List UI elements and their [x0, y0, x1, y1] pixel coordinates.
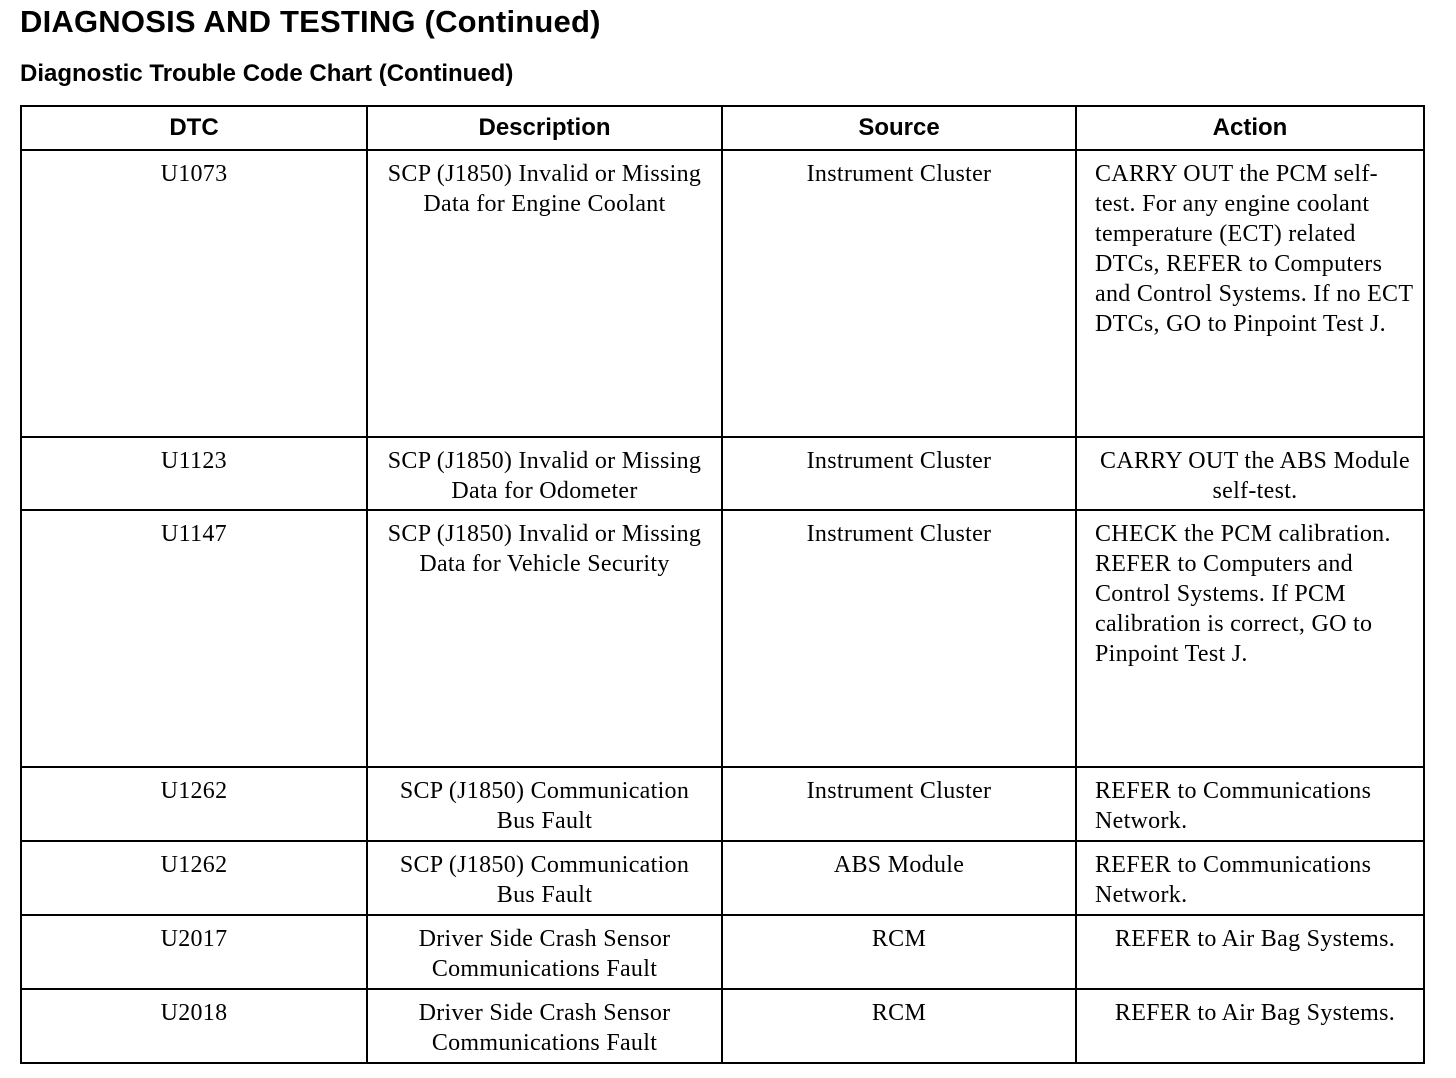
- action-text: CARRY OUT the PCM self-test. For any engine coolant temperature (ECT) related DTCs, REFER to Computers and Control Systems. If no ECT DTCs, GO to Pinpoint Test J.: [1095, 161, 1413, 337]
- action-text: CHECK the PCM calibration. REFER to Computers and Control Systems. If PCM calibration is correct, GO to Pinpoint Test J.: [1095, 521, 1391, 667]
- description-cell: SCP (J1850) Communication Bus Fault: [367, 767, 722, 841]
- action-text: CARRY OUT the ABS Module self-test.: [1100, 448, 1410, 504]
- action-text: REFER to Communications Network.: [1095, 778, 1372, 834]
- action-text: REFER to Air Bag Systems.: [1114, 926, 1396, 952]
- dtc-cell: U2018: [21, 989, 367, 1063]
- table-row: [21, 437, 1424, 510]
- table-row: [21, 989, 1424, 1063]
- table-row: [21, 915, 1424, 989]
- page-title: DIAGNOSIS AND TESTING (Continued): [20, 4, 601, 39]
- column-header-dtc: DTC: [21, 106, 367, 150]
- table-row: [21, 767, 1424, 841]
- description-cell: SCP (J1850) Invalid or Missing Data for Engine Coolant: [367, 150, 722, 437]
- action-cell: [1076, 841, 1424, 915]
- action-cell: [1076, 767, 1424, 841]
- column-header-action: Action: [1076, 106, 1424, 150]
- dtc-chart-table: [20, 105, 1425, 1064]
- table-row: [21, 150, 1424, 437]
- column-header-description: Description: [367, 106, 722, 150]
- dtc-cell: U2017: [21, 915, 367, 989]
- source-cell: Instrument Cluster: [722, 437, 1076, 510]
- source-cell: Instrument Cluster: [722, 510, 1076, 767]
- action-cell: [1076, 437, 1424, 510]
- action-cell: [1076, 150, 1424, 437]
- table-row: [21, 510, 1424, 767]
- description-cell: SCP (J1850) Communication Bus Fault: [367, 841, 722, 915]
- action-cell: [1076, 989, 1424, 1063]
- dtc-cell: U1073: [21, 150, 367, 437]
- dtc-cell: U1262: [21, 767, 367, 841]
- source-cell: RCM: [722, 989, 1076, 1063]
- dtc-cell: U1262: [21, 841, 367, 915]
- section-title: Diagnostic Trouble Code Chart (Continued): [20, 60, 514, 87]
- action-cell: [1076, 510, 1424, 767]
- source-cell: ABS Module: [722, 841, 1076, 915]
- table-header-row: [21, 106, 1424, 150]
- source-cell: RCM: [722, 915, 1076, 989]
- action-cell: [1076, 915, 1424, 989]
- source-cell: Instrument Cluster: [722, 767, 1076, 841]
- column-header-source: Source: [722, 106, 1076, 150]
- source-cell: Instrument Cluster: [722, 150, 1076, 437]
- dtc-cell: U1123: [21, 437, 367, 510]
- description-cell: SCP (J1850) Invalid or Missing Data for Odometer: [367, 437, 722, 510]
- description-cell: Driver Side Crash Sensor Communications Fault: [367, 915, 722, 989]
- description-cell: Driver Side Crash Sensor Communications Fault: [367, 989, 722, 1063]
- dtc-cell: U1147: [21, 510, 367, 767]
- action-text: REFER to Communications Network.: [1095, 852, 1372, 908]
- action-text: REFER to Air Bag Systems.: [1114, 1000, 1396, 1026]
- table-row: [21, 841, 1424, 915]
- description-cell: SCP (J1850) Invalid or Missing Data for Vehicle Security: [367, 510, 722, 767]
